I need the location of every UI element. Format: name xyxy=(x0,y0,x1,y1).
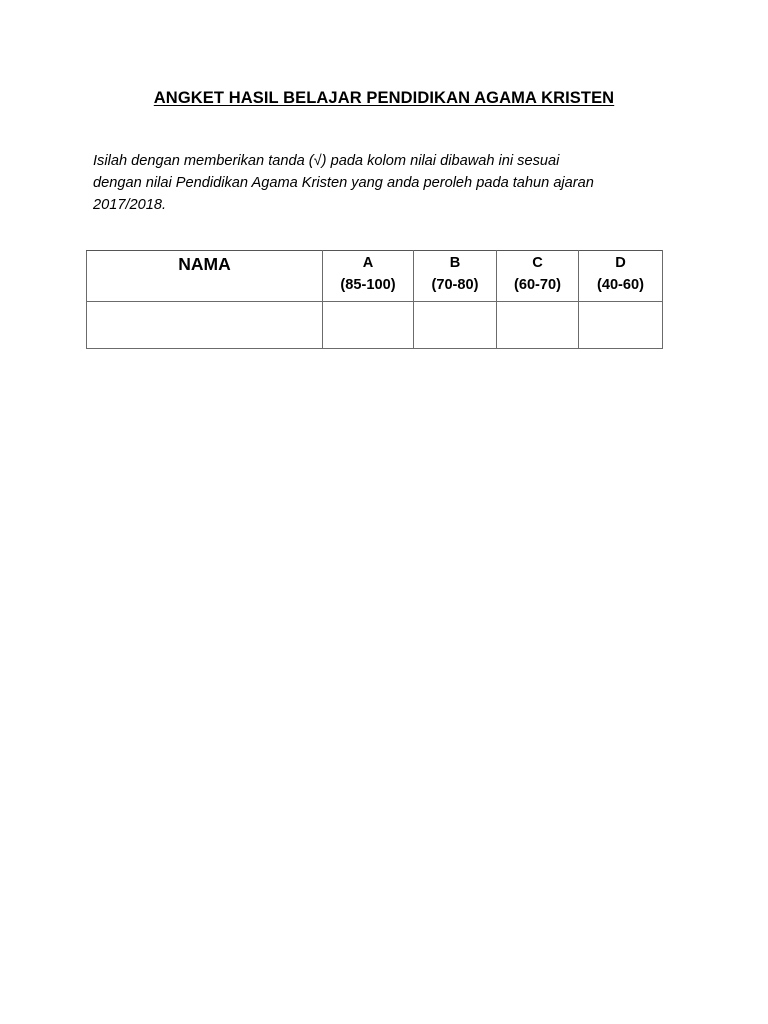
grade-range: (70-80) xyxy=(431,277,479,293)
column-header-grade-a xyxy=(323,251,414,302)
grade-d-cell[interactable] xyxy=(579,302,663,349)
instructions-line: Isilah dengan memberikan tanda (√) pada kolom nilai dibawah ini sesuai xyxy=(93,153,560,169)
grade-range: (85-100) xyxy=(340,277,396,293)
grade-c-cell[interactable] xyxy=(497,302,579,349)
grade-b-cell[interactable] xyxy=(414,302,497,349)
grade-letter: B xyxy=(449,255,461,271)
grade-range: (40-60) xyxy=(596,277,645,293)
grade-range: (60-70) xyxy=(513,277,562,293)
instructions-paragraph xyxy=(93,150,683,216)
grade-a-cell[interactable] xyxy=(323,302,414,349)
column-header-grade-b xyxy=(414,251,497,302)
table-row xyxy=(87,302,663,349)
grade-table xyxy=(86,250,663,349)
grade-letter: D xyxy=(615,255,626,271)
name-cell[interactable] xyxy=(87,302,323,349)
column-header-grade-d xyxy=(579,251,663,302)
table-header-row xyxy=(87,251,663,302)
grade-letter: C xyxy=(532,255,543,271)
instructions-line: dengan nilai Pendidikan Agama Kristen yang anda peroleh pada tahun ajaran xyxy=(93,175,594,191)
document-title: ANGKET HASIL BELAJAR PENDIDIKAN AGAMA KRISTEN xyxy=(153,89,615,107)
instructions-line: 2017/2018. xyxy=(93,197,167,213)
column-header-grade-c xyxy=(497,251,579,302)
column-header-nama: NAMA xyxy=(87,251,323,302)
grade-letter: A xyxy=(362,255,374,271)
